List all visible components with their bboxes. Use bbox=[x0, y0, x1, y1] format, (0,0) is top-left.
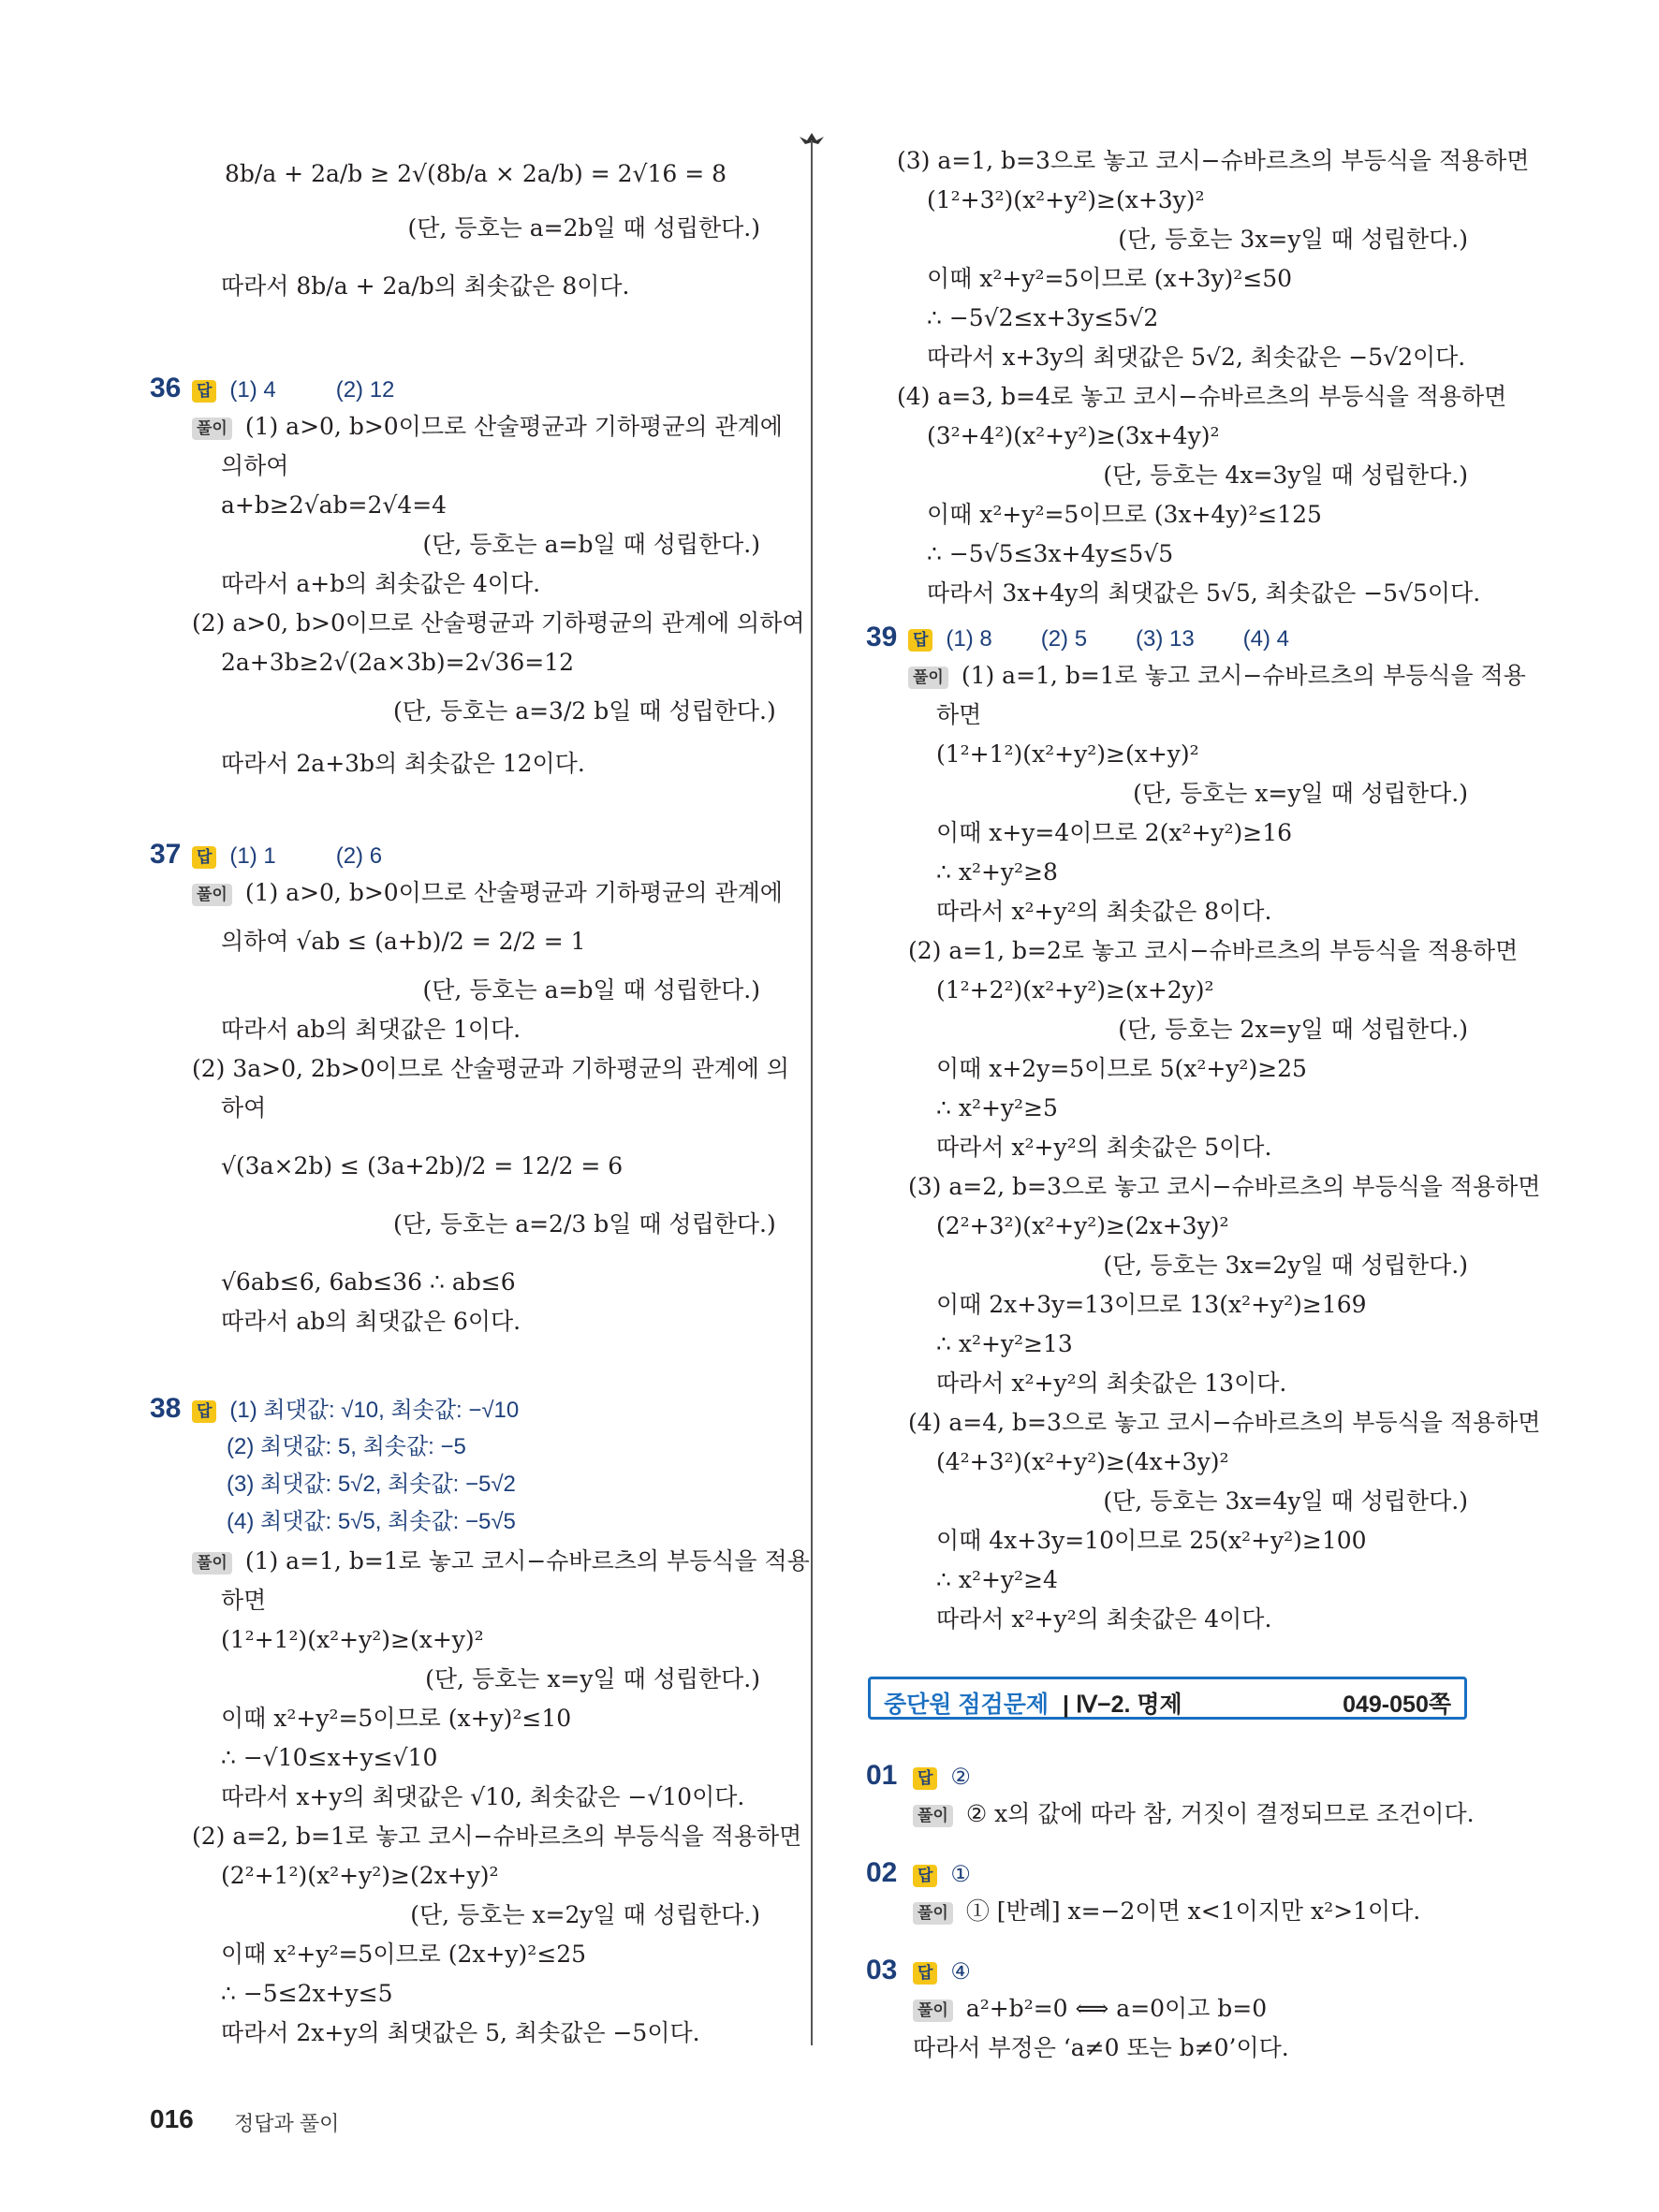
condition-line: (단, 등호는 x=y일 때 성립한다.) bbox=[425, 1665, 760, 1692]
conclusion-line: 따라서 부정은 ‘a≠0 또는 b≠0’이다. bbox=[913, 2034, 1289, 2061]
formula-line: (4²+3²)(x²+y²)≥(4x+3y)² bbox=[936, 1448, 1229, 1475]
formula-line: ∴ −5√5≤3x+4y≤5√5 bbox=[927, 540, 1174, 567]
condition-line: (단, 등호는 a=2b일 때 성립한다.) bbox=[407, 214, 760, 242]
answer-row bbox=[913, 1956, 971, 1987]
answer-row bbox=[192, 1395, 519, 1426]
answer-tag: 답 bbox=[908, 629, 932, 652]
solution-tag: 풀이 bbox=[913, 2000, 953, 2022]
condition-line: (단, 등호는 x=2y일 때 성립한다.) bbox=[410, 1901, 760, 1928]
solution-line: ② x의 값에 따라 참, 거짓이 결정되므로 조건이다. bbox=[965, 1800, 1475, 1827]
condition-line: (단, 등호는 3x=y일 때 성립한다.) bbox=[1118, 226, 1468, 253]
conclusion-line: 따라서 x+y의 최댓값은 √10, 최솟값은 −√10이다. bbox=[221, 1783, 745, 1810]
solution-tag: 풀이 bbox=[908, 667, 948, 689]
answer-item: (2) 최댓값: 5, 최솟값: −5 bbox=[227, 1434, 466, 1459]
answer-item: (1) 4 bbox=[229, 377, 276, 403]
formula-line: ∴ −√10≤x+y≤√10 bbox=[221, 1744, 438, 1771]
answer-item: (1) 1 bbox=[229, 843, 276, 869]
solution-line: (3) a=1, b=3으로 놓고 코시−슈바르츠의 부등식을 적용하면 bbox=[897, 147, 1530, 174]
question-number: 38 bbox=[150, 1393, 182, 1424]
banner-title: 중단원 점검문제 bbox=[884, 1692, 1049, 1718]
solution-row bbox=[192, 1546, 810, 1576]
conclusion-line: 따라서 x+3y의 최댓값은 5√2, 최솟값은 −5√2이다. bbox=[927, 344, 1466, 371]
formula-line: 8b/a + 2a/b ≥ 2√(8b/a × 2a/b) = 2√16 = 8 bbox=[225, 160, 727, 187]
solution-tag: 풀이 bbox=[192, 417, 232, 440]
answer-item: (2) 6 bbox=[335, 843, 383, 869]
solution-row bbox=[192, 878, 783, 908]
answer-tag: 답 bbox=[913, 1962, 937, 1985]
answer-item: (2) 12 bbox=[335, 377, 395, 403]
solution-line: (2) a>0, b>0이므로 산술평균과 기하평균의 관계에 의하여 bbox=[192, 609, 805, 637]
formula-line: 이때 x²+y²=5이므로 (3x+4y)²≤125 bbox=[927, 501, 1322, 528]
answer-item: (3) 13 bbox=[1136, 626, 1195, 652]
formula-line: 이때 x²+y²=5이므로 (x+3y)²≤50 bbox=[927, 265, 1293, 292]
conclusion-line: 따라서 ab의 최댓값은 1이다. bbox=[221, 1016, 521, 1043]
condition-line: (단, 등호는 x=y일 때 성립한다.) bbox=[1133, 780, 1468, 807]
solution-tag: 풀이 bbox=[192, 1552, 232, 1575]
conclusion-line: 따라서 8b/a + 2a/b의 최솟값은 8이다. bbox=[221, 272, 630, 300]
formula-line: ∴ −5≤2x+y≤5 bbox=[221, 1980, 393, 2007]
conclusion-line: 따라서 2x+y의 최댓값은 5, 최솟값은 −5이다. bbox=[221, 2019, 700, 2046]
formula-line: (3²+4²)(x²+y²)≥(3x+4y)² bbox=[927, 422, 1220, 449]
answer-item: ④ bbox=[950, 1959, 971, 1985]
condition-line: (단, 등호는 a=2/3 b일 때 성립한다.) bbox=[393, 1210, 776, 1238]
formula-line: (1²+1²)(x²+y²)≥(x+y)² bbox=[936, 740, 1199, 768]
page-number: 016 bbox=[150, 2104, 194, 2133]
solution-line: (1) a=1, b=1로 놓고 코시−슈바르츠의 부등식을 적용 bbox=[244, 1547, 810, 1575]
formula-line: 2a+3b≥2√(2a×3b)=2√36=12 bbox=[221, 649, 574, 676]
page-label: 정답과 풀이 bbox=[234, 2112, 340, 2135]
formula-line: a+b≥2√ab=2√4=4 bbox=[221, 491, 448, 519]
answer-row bbox=[913, 1859, 971, 1890]
formula-line: (1²+3²)(x²+y²)≥(x+3y)² bbox=[927, 186, 1205, 213]
formula-line: 이때 x+y=4이므로 2(x²+y²)≥16 bbox=[936, 819, 1293, 846]
conclusion-line: 따라서 a+b의 최솟값은 4이다. bbox=[221, 570, 541, 597]
formula-line: (1²+1²)(x²+y²)≥(x+y)² bbox=[221, 1626, 484, 1653]
solution-line: (2) a=1, b=2로 놓고 코시−슈바르츠의 부등식을 적용하면 bbox=[908, 937, 1519, 964]
solution-line: ① [반례] x=−2이면 x<1이지만 x²>1이다. bbox=[965, 1897, 1421, 1925]
answer-item: ② bbox=[950, 1765, 971, 1790]
solution-line: (1) a>0, b>0이므로 산술평균과 기하평균의 관계에 bbox=[244, 879, 783, 906]
formula-line: (2²+1²)(x²+y²)≥(2x+y)² bbox=[221, 1862, 499, 1889]
formula-line: ∴ −5√2≤x+3y≤5√2 bbox=[927, 304, 1159, 331]
formula-line: 이때 4x+3y=10이므로 25(x²+y²)≥100 bbox=[936, 1527, 1367, 1554]
answer-item: (4) 최댓값: 5√5, 최솟값: −5√5 bbox=[227, 1509, 516, 1534]
conclusion-line: 따라서 ab의 최댓값은 6이다. bbox=[221, 1308, 521, 1335]
solution-line: (3) a=2, b=3으로 놓고 코시−슈바르츠의 부등식을 적용하면 bbox=[908, 1173, 1541, 1200]
conclusion-line: 따라서 x²+y²의 최솟값은 13이다. bbox=[936, 1370, 1287, 1397]
answer-tag: 답 bbox=[192, 846, 216, 869]
formula-line: 의하여 √ab ≤ (a+b)/2 = 2/2 = 1 bbox=[221, 928, 586, 955]
condition-line: (단, 등호는 2x=y일 때 성립한다.) bbox=[1118, 1016, 1468, 1043]
question-number: 02 bbox=[866, 1857, 898, 1888]
answer-row bbox=[192, 841, 382, 872]
question-number: 36 bbox=[150, 373, 182, 403]
answer-item: (3) 최댓값: 5√2, 최솟값: −5√2 bbox=[227, 1472, 516, 1497]
solution-row bbox=[908, 661, 1526, 691]
solution-line: (1) a=1, b=1로 놓고 코시−슈바르츠의 부등식을 적용 bbox=[961, 662, 1526, 689]
banner-chapter: | Ⅳ−2. 명제 bbox=[1063, 1692, 1182, 1718]
solution-row bbox=[913, 1799, 1475, 1829]
formula-line: ∴ x²+y²≥5 bbox=[936, 1094, 1058, 1121]
solution-line: 하면 bbox=[936, 701, 982, 728]
solution-line: 하면 bbox=[221, 1587, 267, 1614]
solution-line: 하여 bbox=[221, 1094, 267, 1121]
conclusion-line: 따라서 x²+y²의 최솟값은 5이다. bbox=[936, 1134, 1272, 1161]
formula-line: (1²+2²)(x²+y²)≥(x+2y)² bbox=[936, 976, 1214, 1003]
answer-tag: 답 bbox=[913, 1865, 937, 1887]
question-number: 39 bbox=[866, 622, 898, 652]
answer-tag: 답 bbox=[192, 1400, 216, 1423]
banner-pages: 049-050쪽 bbox=[1343, 1692, 1451, 1718]
question-number: 37 bbox=[150, 839, 182, 870]
solution-line: (2) 3a>0, 2b>0이므로 산술평균과 기하평균의 관계에 의 bbox=[192, 1055, 790, 1082]
conclusion-line: 따라서 2a+3b의 최솟값은 12이다. bbox=[221, 750, 585, 777]
formula-line: √(3a×2b) ≤ (3a+2b)/2 = 12/2 = 6 bbox=[221, 1152, 624, 1179]
solution-tag: 풀이 bbox=[913, 1902, 953, 1925]
formula-line: 이때 2x+3y=13이므로 13(x²+y²)≥169 bbox=[936, 1291, 1367, 1318]
solution-row bbox=[913, 1994, 1267, 2024]
condition-line: (단, 등호는 a=b일 때 성립한다.) bbox=[422, 531, 760, 558]
condition-line: (단, 등호는 4x=3y일 때 성립한다.) bbox=[1103, 461, 1468, 489]
answer-item: (1) 최댓값: √10, 최솟값: −√10 bbox=[229, 1398, 520, 1423]
formula-line: 이때 x²+y²=5이므로 (2x+y)²≤25 bbox=[221, 1941, 587, 1968]
answer-item: ① bbox=[950, 1862, 971, 1887]
solution-line: (1) a>0, b>0이므로 산술평균과 기하평균의 관계에 bbox=[244, 413, 783, 440]
question-number: 03 bbox=[866, 1955, 898, 1985]
solution-line: (4) a=4, b=3으로 놓고 코시−슈바르츠의 부등식을 적용하면 bbox=[908, 1409, 1541, 1436]
answer-item: (4) 4 bbox=[1242, 626, 1290, 652]
answer-item: (2) 5 bbox=[1040, 626, 1088, 652]
condition-line: (단, 등호는 a=b일 때 성립한다.) bbox=[422, 976, 760, 1003]
solution-line: a²+b²=0 ⟺ a=0이고 b=0 bbox=[965, 1995, 1268, 2022]
condition-line: (단, 등호는 3x=2y일 때 성립한다.) bbox=[1103, 1252, 1468, 1279]
solution-tag: 풀이 bbox=[192, 884, 232, 906]
answer-item: (1) 8 bbox=[946, 626, 992, 652]
answer-row bbox=[192, 374, 394, 405]
answer-row bbox=[908, 623, 1289, 654]
condition-line: (단, 등호는 a=3/2 b일 때 성립한다.) bbox=[393, 697, 776, 725]
solution-row bbox=[913, 1897, 1420, 1926]
formula-line: ∴ x²+y²≥4 bbox=[936, 1566, 1058, 1593]
answer-tag: 답 bbox=[192, 380, 216, 403]
formula-line: √6ab≤6, 6ab≤36 ∴ ab≤6 bbox=[221, 1268, 516, 1296]
answer-tag: 답 bbox=[913, 1767, 937, 1790]
condition-line: (단, 등호는 3x=4y일 때 성립한다.) bbox=[1103, 1487, 1468, 1515]
formula-line: (2²+3²)(x²+y²)≥(2x+3y)² bbox=[936, 1212, 1229, 1239]
solution-line: (4) a=3, b=4로 놓고 코시−슈바르츠의 부등식을 적용하면 bbox=[897, 383, 1507, 410]
answer-row bbox=[913, 1762, 971, 1793]
question-number: 01 bbox=[866, 1760, 898, 1791]
column-divider bbox=[811, 140, 813, 2045]
formula-line: ∴ x²+y²≥13 bbox=[936, 1330, 1073, 1357]
solution-tag: 풀이 bbox=[913, 1805, 953, 1827]
conclusion-line: 따라서 3x+4y의 최댓값은 5√5, 최솟값은 −5√5이다. bbox=[927, 579, 1481, 607]
solution-row bbox=[192, 412, 783, 442]
solution-line: 의하여 bbox=[221, 452, 289, 479]
conclusion-line: 따라서 x²+y²의 최솟값은 4이다. bbox=[936, 1605, 1272, 1633]
formula-line: 이때 x+2y=5이므로 5(x²+y²)≥25 bbox=[936, 1055, 1307, 1082]
formula-line: 이때 x²+y²=5이므로 (x+y)²≤10 bbox=[221, 1705, 572, 1732]
section-banner bbox=[868, 1677, 1467, 1720]
conclusion-line: 따라서 x²+y²의 최솟값은 8이다. bbox=[936, 898, 1272, 925]
formula-line: ∴ x²+y²≥8 bbox=[936, 858, 1058, 886]
solution-line: (2) a=2, b=1로 놓고 코시−슈바르츠의 부등식을 적용하면 bbox=[192, 1823, 802, 1850]
